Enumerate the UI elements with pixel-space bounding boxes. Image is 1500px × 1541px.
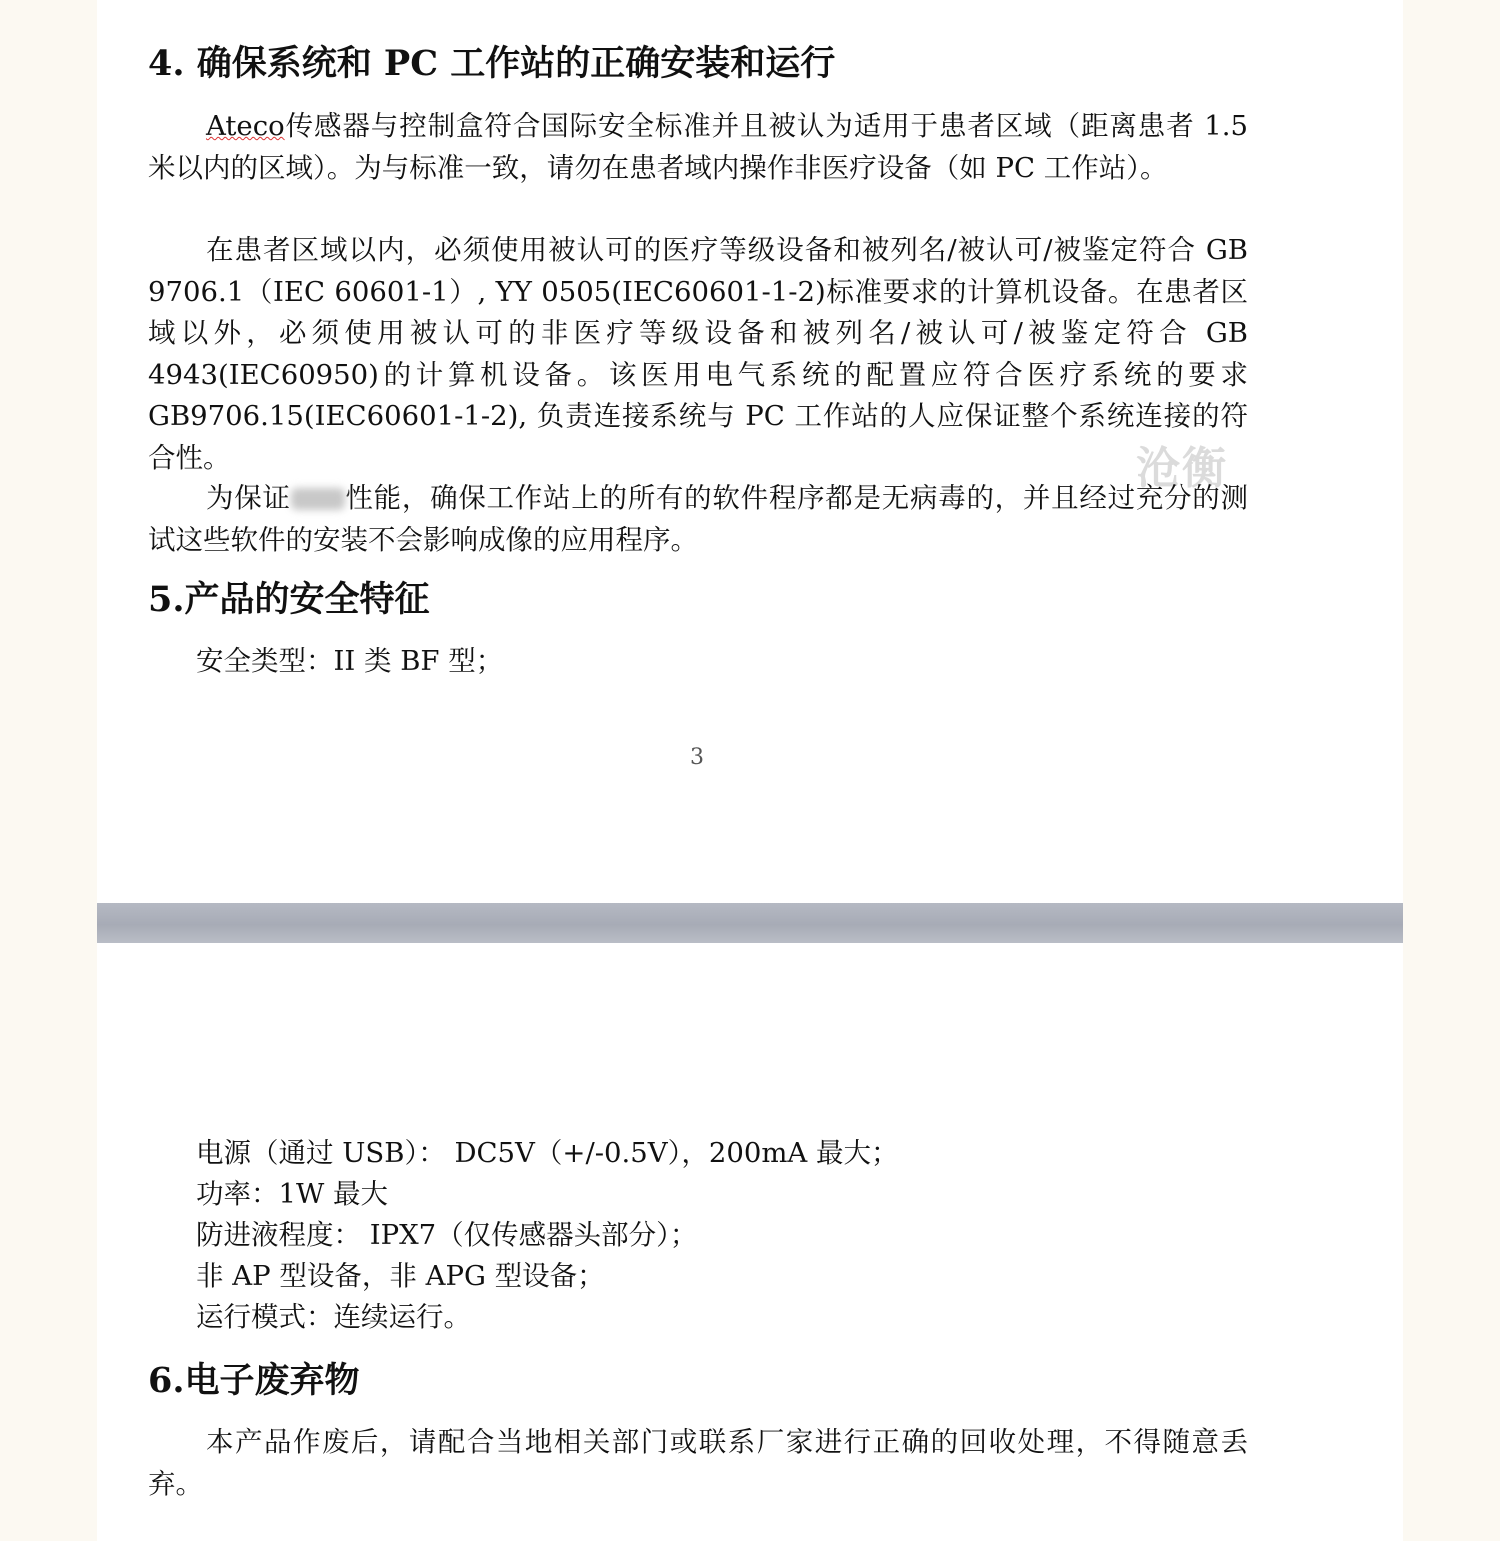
section-4-paragraph-2: 在患者区域以内，必须使用被认可的医疗等级设备和被列名/被认可/被鉴定符合 GB 9706.1（IEC 60601-1）, YY 0505(IEC60601-1-2)标准要求的计算机设备。在患者区域以外，必须使用被认可的非医疗等级设备和被列名/被认可/被鉴定符合 GB 4943(IEC60950)的计算机设备。该医用电气系统的配置应符合医疗系统的要求 GB9706.15(IEC60601-1-2), 负责连接系统与 PC 工作站的人应保证整个系统连接的符合性。 [148,234,1248,474]
section-4-heading: 4. 确保系统和 PC 工作站的正确安装和运行 [148,43,836,84]
section-6-paragraph: 本产品作废后，请配合当地相关部门或联系厂家进行正确的回收处理，不得随意丢弃。 [148,1426,1248,1500]
redacted-blur [291,488,345,510]
brand-name: Ateco [206,110,285,142]
section-4-paragraph-1-text: 传感器与控制盒符合国际安全标准并且被认为适用于患者区域（距离患者 1.5 米以内的区域）。为与标准一致，请勿在患者域内操作非医疗设备（如 PC 工作站）。 [148,110,1248,184]
power-supply: 电源（通过 USB）： DC5V（+/-0.5V），200mA 最大； [196,1137,899,1169]
section-5-heading: 5.产品的安全特征 [148,579,430,620]
page-separator [97,903,1403,943]
device-type: 非 AP 型设备，非 APG 型设备； [196,1260,605,1292]
power-rating: 功率：1W 最大 [196,1178,389,1210]
page-number: 3 [690,745,704,770]
section-6-heading: 6.电子废弃物 [148,1360,360,1401]
section-4-paragraph-1 [148,106,1248,189]
section-4-paragraph-3-start: 为保证 [206,482,291,514]
safety-type: 安全类型：II 类 BF 型； [196,645,504,677]
section-4-paragraph-3 [148,478,1248,561]
operation-mode: 运行模式：连续运行。 [196,1301,471,1333]
section-4-paragraph-3-end: 性能，确保工作站上的所有的软件程序都是无病毒的，并且经过充分的测试这些软件的安装不会影响成像的应用程序。 [148,482,1248,556]
watermark: 沧衡 [1136,443,1228,494]
ingress-protection: 防进液程度： IPX7（仅传感器头部分）； [196,1219,698,1251]
